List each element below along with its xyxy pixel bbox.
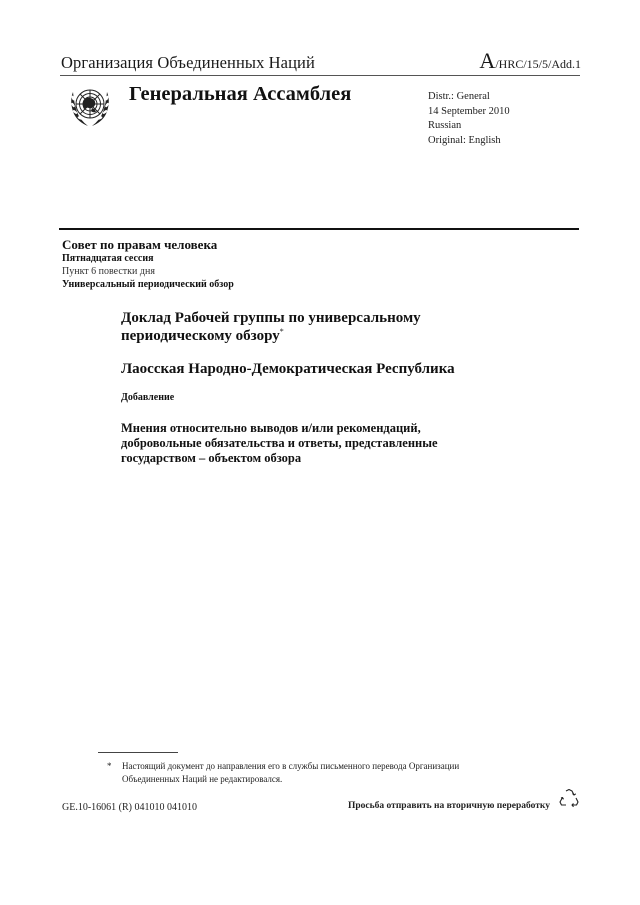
report-title-text: Доклад Рабочей группы по универсальному периодическому обзору bbox=[121, 310, 421, 344]
section-rule bbox=[59, 228, 579, 230]
country-title: Лаосская Народно-Демократическая Республика bbox=[121, 361, 455, 377]
footnote bbox=[107, 760, 507, 786]
council-name: Совет по правам человека bbox=[62, 237, 218, 252]
subject-label: Универсальный периодический обзор bbox=[62, 279, 234, 290]
recycle-notice: Просьба отправить на вторичную переработку bbox=[348, 801, 550, 811]
document-symbol-rest: /HRC/15/5/Add.1 bbox=[495, 57, 581, 71]
session-label: Пятнадцатая сессия bbox=[62, 253, 154, 264]
views-title: Мнения относительно выводов и/или рекомендаций, добровольные обязательства и ответы, представленные государством – объектом обзора bbox=[121, 421, 438, 465]
recycle-icon bbox=[558, 788, 580, 810]
header-rule bbox=[60, 75, 580, 76]
addendum-label: Добавление bbox=[121, 392, 175, 403]
distribution-type: Distr.: General bbox=[428, 91, 490, 102]
footnote-mark: * bbox=[107, 761, 112, 771]
body-title: Генеральная Ассамблея bbox=[129, 83, 352, 105]
un-emblem-icon bbox=[64, 80, 116, 132]
organization-name: Организация Объединенных Наций bbox=[61, 53, 315, 72]
footnote-reference[interactable]: * bbox=[279, 327, 284, 336]
original-language: Original: English bbox=[428, 134, 501, 146]
footnote-separator bbox=[98, 752, 178, 753]
document-symbol-prefix: A bbox=[479, 48, 496, 73]
document-symbol bbox=[479, 48, 581, 73]
agenda-item: Пункт 6 повестки дня bbox=[62, 266, 155, 277]
report-title bbox=[121, 309, 501, 345]
document-language: Russian bbox=[428, 120, 462, 131]
document-date: 14 September 2010 bbox=[428, 105, 510, 117]
distribution-block bbox=[428, 90, 510, 148]
footnote-text: Настоящий документ до направления его в службы письменного перевода Организации Объединенных Наций не редактировался. bbox=[122, 761, 460, 784]
job-number: GE.10-16061 (R) 041010 041010 bbox=[62, 802, 197, 813]
